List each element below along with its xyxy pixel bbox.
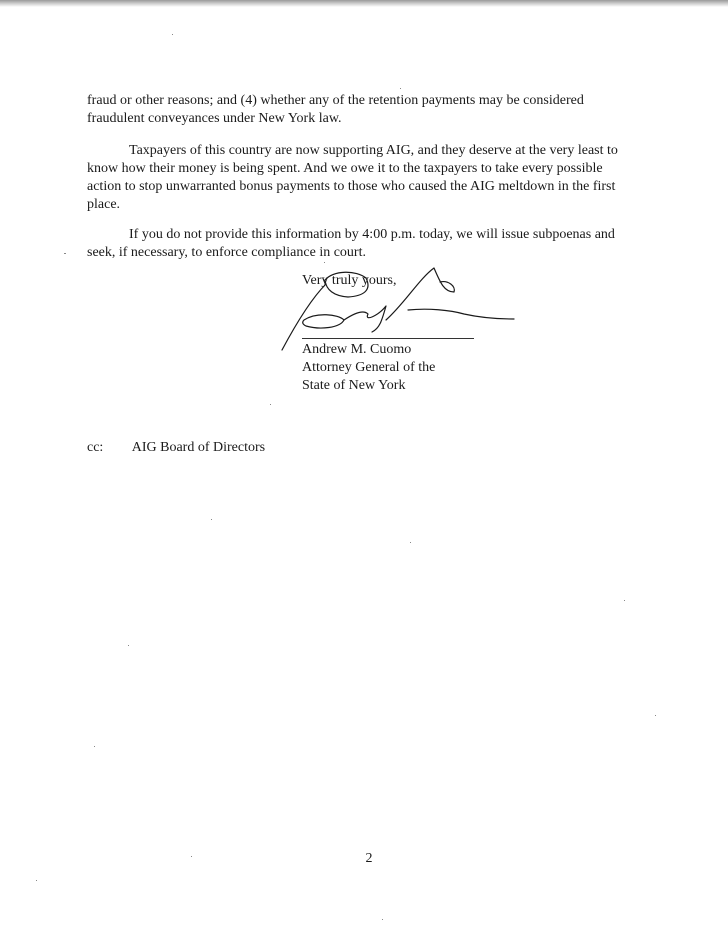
signatory-title-line-1: Attorney General of the (302, 360, 436, 375)
paragraph-subpoena-notice (87, 226, 647, 262)
cc-line (87, 439, 265, 457)
scan-speck (211, 519, 212, 520)
paragraph-fraud-conveyances (87, 92, 647, 128)
scan-speck (324, 262, 325, 263)
paragraph-line: place. (87, 197, 121, 212)
closing-salutation: Very truly yours, (302, 273, 397, 288)
scan-speck (94, 746, 95, 747)
paragraph-line: seek, if necessary, to enforce compliance in court. (87, 245, 366, 260)
scan-speck (172, 34, 173, 35)
paragraph-line: Taxpayers of this country are now supporting AIG, and they deserve at the very least to (129, 143, 618, 158)
scan-speck (191, 856, 192, 857)
paragraph-line: fraudulent conveyances under New York law. (87, 111, 342, 126)
paragraph-line: fraud or other reasons; and (4) whether any of the retention payments may be considered (87, 93, 584, 108)
signatory-name: Andrew M. Cuomo (302, 342, 412, 357)
page-number-text: 2 (365, 851, 373, 866)
paragraph-line: If you do not provide this information by 4:00 p.m. today, we will issue subpoenas and (129, 227, 615, 242)
cc-label: cc: (87, 440, 104, 455)
paragraph-line: know how their money is being spent. And we owe it to the taxpayers to take every possible (87, 161, 603, 176)
scan-speck (36, 880, 37, 881)
paragraph-taxpayers (87, 142, 647, 214)
scan-speck (410, 542, 411, 543)
scan-speck (624, 600, 625, 601)
scan-speck (270, 404, 271, 405)
signature-block (302, 272, 562, 393)
page-number (0, 851, 728, 867)
scan-speck (400, 88, 401, 89)
signatory-title-line-2: State of New York (302, 378, 406, 393)
scan-top-edge (0, 0, 728, 7)
paragraph-line: action to stop unwarranted bonus payments to those who caused the AIG meltdown in the first (87, 179, 616, 194)
cc-recipient: AIG Board of Directors (131, 440, 266, 455)
scan-speck (655, 715, 656, 716)
scan-speck (382, 919, 383, 920)
scan-speck (64, 253, 66, 254)
scan-speck (128, 645, 129, 646)
